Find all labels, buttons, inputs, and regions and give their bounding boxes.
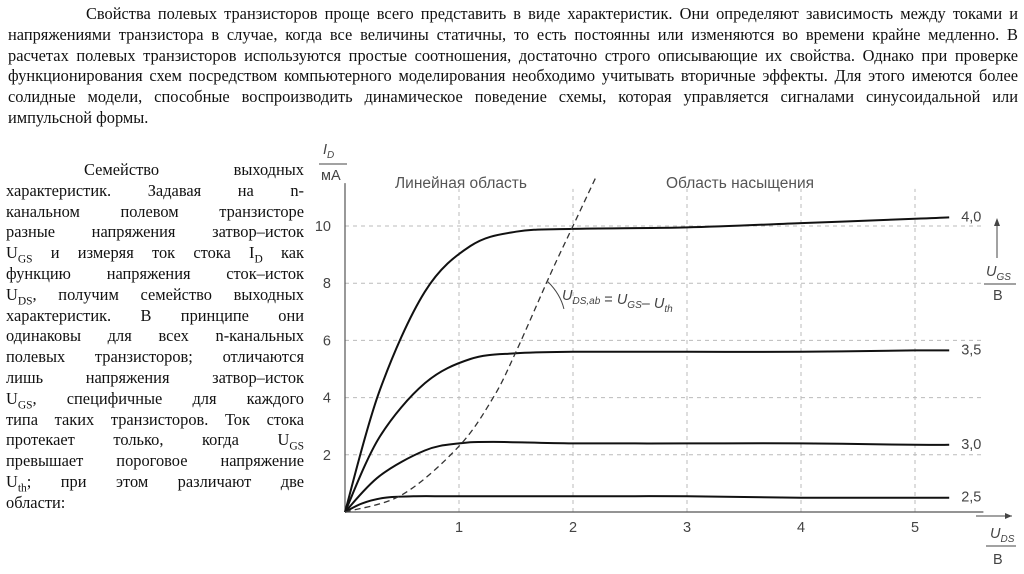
side-text-line: $U_{th}$; при этом различают две [6,471,304,495]
y-tick-label: 10 [314,219,331,235]
x-tick-label: 4 [796,520,806,536]
x-axis-unit: В [993,552,1003,568]
characteristic-curve [345,496,949,512]
boundary-formula: $U_{DS,ab} = U_{GS}-$ $U_{th}$ [562,288,673,315]
side-text-line: канальном полевом транзисторе [6,201,304,221]
y-tick-label: 6 [322,333,331,350]
y-axis-unit: мА [321,168,341,184]
curve-ugs-label: 2,5 [961,489,982,506]
y-tick-label: 8 [322,276,331,293]
y-axis-label: $I_D$ [323,142,335,161]
side-text-line: функцию напряжения сток–исток [6,263,304,283]
side-text-line: характеристик. В принципе они [6,305,304,325]
ugs-arrow-head [994,218,1000,226]
side-text-line: Семейство выходных [84,160,304,179]
side-text-line: области: [6,492,66,512]
intro-text: Свойства полевых транзисторов проще всего представить в виде характеристик. Они определяют зависимость между токами и напряжениями транзистора в случае, когда все величины статичны, то есть постоянны или изменяются во времени крайне медленно. В расчетах полевых транзисторов используются простые соотношения, достаточно строго описывающие их свойства. Однако при проверке функционирования схем посредством компьютерного моделирования необходимо учитывать вторичные эффекты. Для этого имеются более солидные модели, способные воспроизводить динамическое поведение схемы, которая управляется сигналами синусоидальной или импульсной формы. [8,4,1018,127]
x-tick-label: 1 [454,520,464,536]
characteristic-curve [345,217,949,512]
side-text-line: $U_{GS}$, специфичные для каждого [6,388,304,412]
saturation-boundary-curve [345,177,596,512]
characteristic-curve [345,442,949,512]
ugs-unit: В [993,288,1003,304]
x-tick-label: 5 [910,520,920,536]
side-text-line: $U_{GS}$ и измеряя ток стока $I_D$ как [6,243,304,266]
region-linear-label: Линейная область [395,175,527,192]
side-text-line: одинаковы для всех n-канальных [6,326,304,346]
curve-ugs-label: 3,0 [961,436,982,453]
region-saturation-label: Область насыщения [666,175,815,192]
side-text-line: лишь напряжения затвор–исток [6,367,304,387]
side-text-line: характеристик. Задавая на n- [6,180,304,200]
intro-paragraph [8,4,1018,129]
y-tick-label: 2 [322,447,331,464]
curve-ugs-label: 4,0 [961,209,982,226]
x-axis-label: $U_{DS}$ [990,526,1015,545]
x-arrow-head [1005,513,1012,519]
x-tick-label: 2 [568,520,578,536]
curve-ugs-label: 3,5 [961,342,982,359]
y-tick-label: 4 [322,390,331,407]
output-characteristics-chart [300,140,1024,574]
ugs-label: $U_{GS}$ [986,264,1011,283]
side-text-line: превышает пороговое напряжение [6,451,304,471]
side-paragraph [6,160,304,514]
characteristic-curve [345,350,949,512]
side-text-line: полевых транзисторов; отличаются [6,347,304,367]
side-text-line: $U_{DS}$, получим семейство выходных [6,284,304,308]
side-text-line: типа таких транзисторов. Ток стока [6,409,304,429]
side-text-line: протекает только, когда $U_{GS}$ [6,430,304,453]
x-tick-label: 3 [682,520,692,536]
side-text-line: разные напряжения затвор–исток [6,222,304,242]
